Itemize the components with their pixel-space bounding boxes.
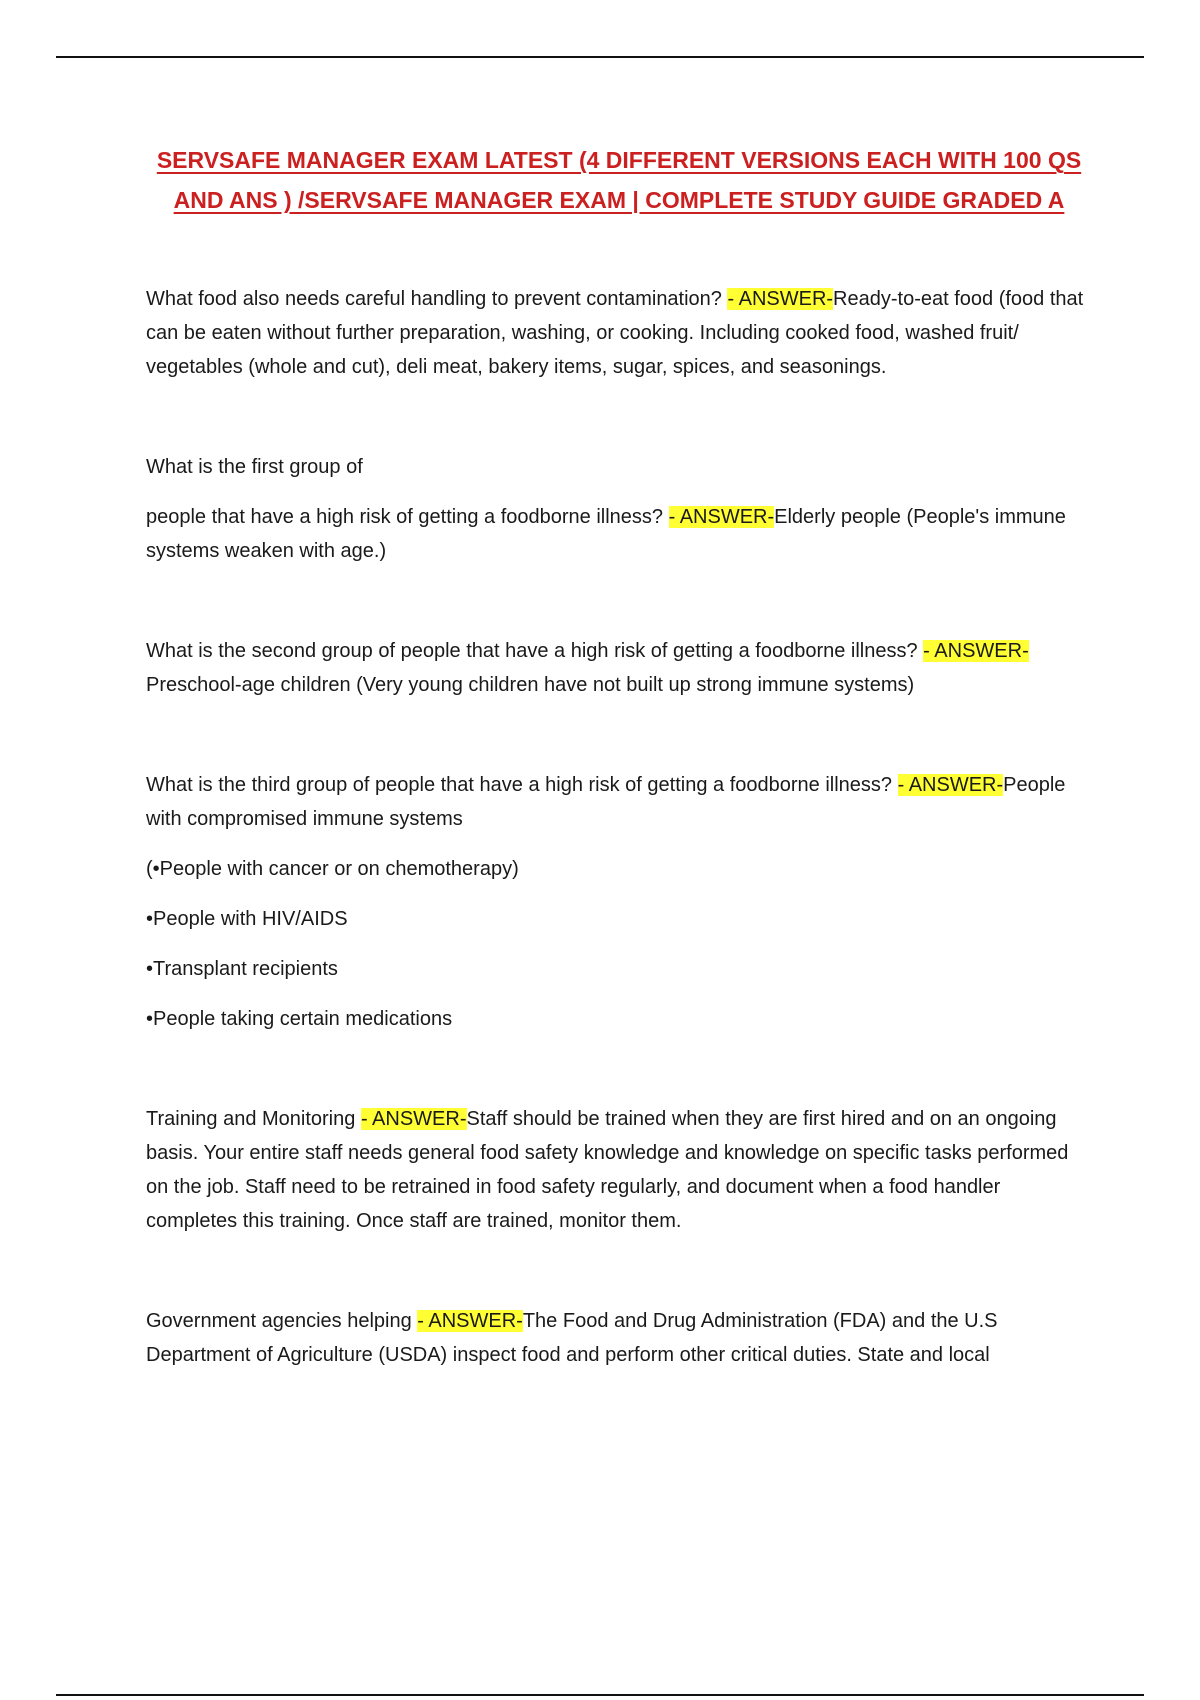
answer-text: People with compromised immune systems: [146, 774, 1066, 830]
answer-marker: - ANSWER-: [668, 506, 775, 528]
qa-item-3: [146, 634, 1092, 702]
question-text: What is the third group of people that have a high risk of getting a foodborne illness?: [146, 774, 898, 796]
question-text: What food also needs careful handling to prevent contamination?: [146, 288, 728, 310]
top-rule: [56, 56, 1144, 58]
answer-marker: - ANSWER-: [417, 1310, 523, 1332]
list-item: •Transplant recipients: [146, 958, 338, 980]
qa-item-2: [146, 500, 1092, 568]
title-line-1: SERVSAFE MANAGER EXAM LATEST (4 DIFFERENT VERSIONS EACH WITH 100 QS: [156, 147, 1082, 173]
answer-text: Staff should be trained when they are first hired and on an ongoing basis. Your entire staff needs general food safety knowledge and knowledge on specific tasks performed on the job. Staff need to be retrained in food safety regularly, and document when a food handler completes this training. Once staff are trained, monitor them.: [146, 1108, 1069, 1232]
answer-marker: - ANSWER-: [897, 774, 1004, 796]
question-text: What is the second group of people that have a high risk of getting a foodborne illness?: [146, 640, 924, 662]
document-page: [146, 140, 1092, 1372]
list-item: •People with HIV/AIDS: [146, 908, 348, 930]
answer-marker: - ANSWER-: [923, 640, 1029, 662]
bottom-rule: [56, 1694, 1144, 1696]
list-item: •People taking certain medications: [146, 1008, 453, 1030]
qa-item-2-lead: What is the first group of: [146, 456, 363, 478]
qa-item-6: [146, 1304, 1092, 1372]
question-text: people that have a high risk of getting a foodborne illness?: [146, 506, 669, 528]
answer-text: Elderly people (People's immune systems weaken with age.): [146, 506, 1066, 562]
answer-marker: - ANSWER-: [727, 288, 834, 310]
question-text: Government agencies helping: [146, 1310, 418, 1332]
answer-text: Preschool-age children (Very young children have not built up strong immune systems): [146, 674, 915, 696]
answer-text: The Food and Drug Administration (FDA) and the U.S Department of Agriculture (USDA) inspect food and perform other critical duties. State and local: [146, 1310, 998, 1366]
qa-item-1: [146, 282, 1092, 384]
document-title: [146, 140, 1092, 220]
question-text: Training and Monitoring: [146, 1108, 361, 1130]
list-item: (•People with cancer or on chemotherapy): [146, 858, 519, 880]
qa-item-5: [146, 1102, 1092, 1238]
qa-item-4: [146, 768, 1092, 836]
answer-text: Ready-to-eat food (food that can be eaten without further preparation, washing, or cooking. Including cooked food, washed fruit/ vegetables (whole and cut), deli meat, bakery items, sugar, spices, and seasonings.: [146, 288, 1084, 378]
answer-marker: - ANSWER-: [360, 1108, 467, 1130]
title-line-2: AND ANS ) /SERVSAFE MANAGER EXAM | COMPLETE STUDY GUIDE GRADED A: [173, 187, 1065, 213]
